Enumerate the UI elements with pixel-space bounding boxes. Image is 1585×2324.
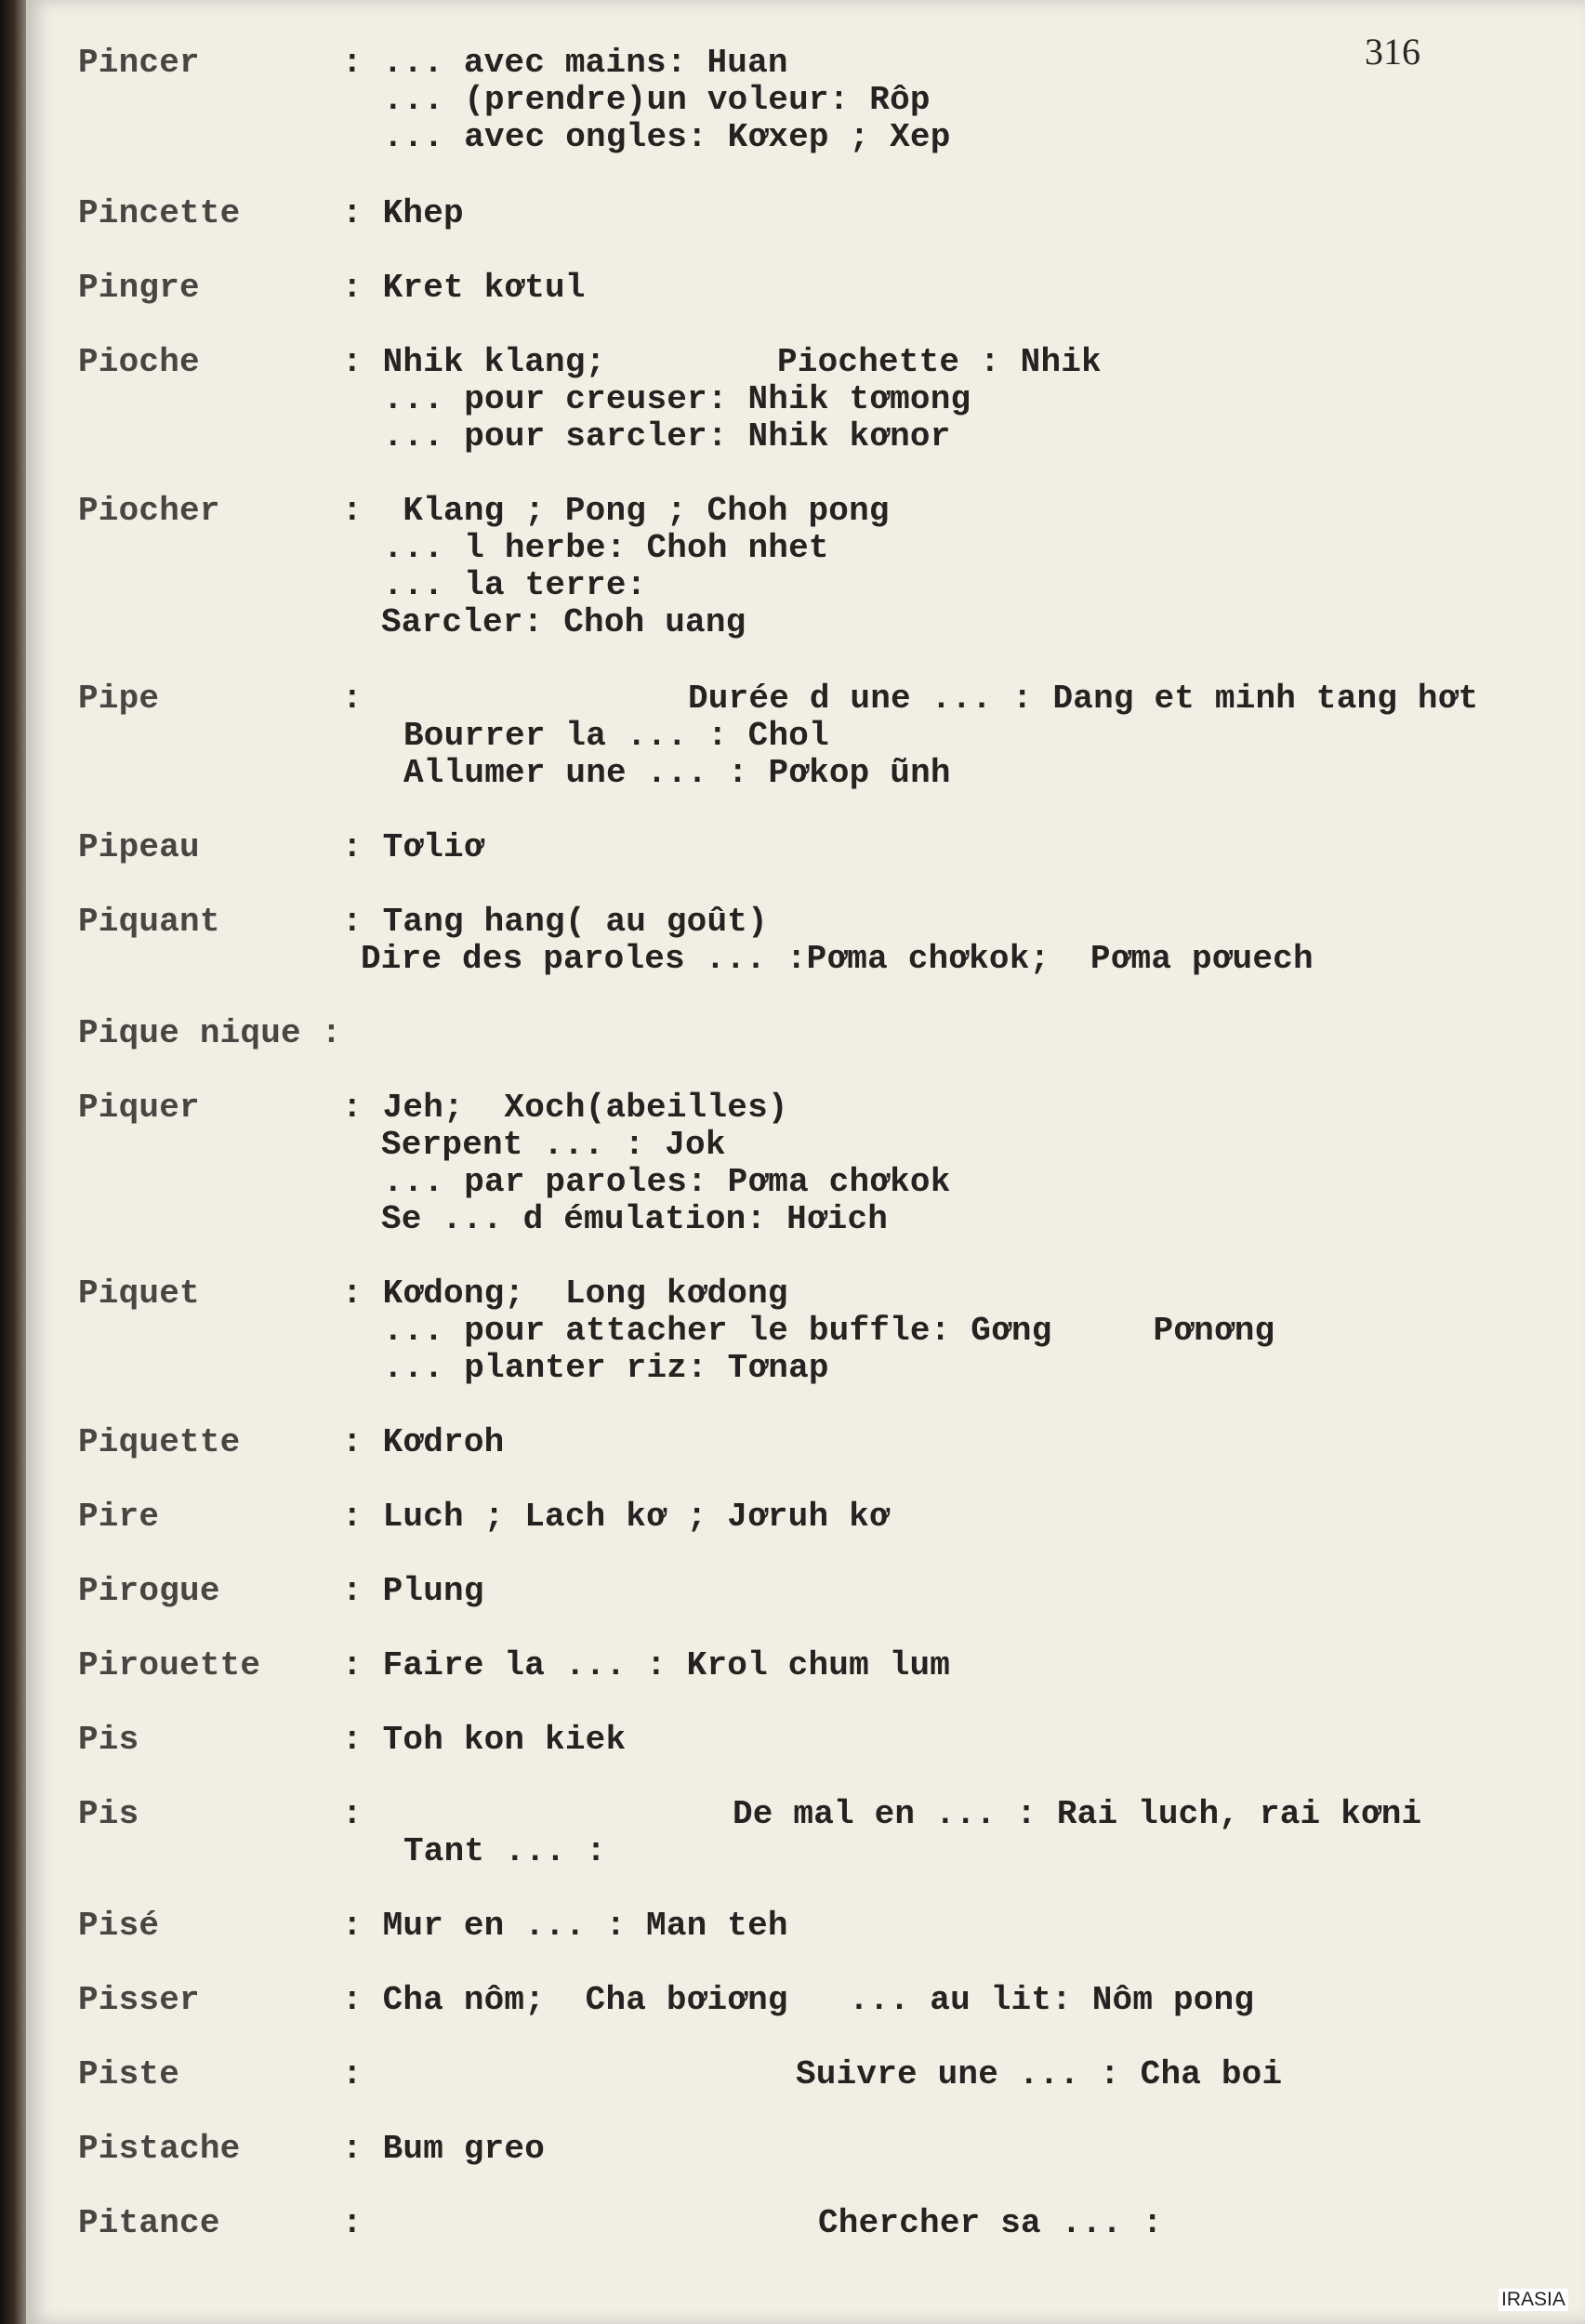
headword: Pingre: [78, 269, 200, 307]
entry-text: De mal en ... : Rai luch, rai kơni: [733, 1795, 1422, 1833]
headword: Pincette: [78, 194, 241, 232]
entry-text: Durée d une ... : Dang et minh tang hơt: [688, 680, 1479, 718]
entry-text: : Mur en ... : Man teh: [342, 1907, 788, 1945]
headword: Pitance: [78, 2204, 220, 2242]
entry-text: : Cha nôm; Cha bơiơng ... au lit: Nôm pong: [342, 1981, 1255, 2019]
entry-text: ... la terre:: [383, 566, 647, 604]
headword: Piquant: [78, 903, 220, 941]
entry-text: :: [342, 680, 363, 718]
headword: Pis: [78, 1795, 139, 1833]
page-number: 316: [1365, 31, 1420, 73]
entry-text: Chercher sa ... :: [818, 2204, 1163, 2242]
entry-text: :: [342, 2055, 363, 2093]
entry-text: Dire des paroles ... :Pơma chơkok; Pơma pơuech: [361, 940, 1314, 978]
entry-text: Se ... d émulation: Hơich: [381, 1200, 889, 1238]
entry-text: : Plung: [342, 1572, 484, 1610]
entry-text: : Nhik klang;: [342, 343, 606, 381]
headword: Pirogue: [78, 1572, 220, 1610]
entry-text: ... pour creuser: Nhik tơmong: [383, 380, 971, 418]
headword: Piquet: [78, 1274, 200, 1313]
entry-text: : Jeh; Xoch(abeilles): [342, 1089, 788, 1127]
headword: Pipe: [78, 680, 160, 718]
headword: Pioche: [78, 343, 200, 381]
headword: Piocher: [78, 492, 220, 530]
entry-text: : Bum greo: [342, 2130, 546, 2168]
headword: Pis: [78, 1721, 139, 1759]
headword: Pipeau: [78, 828, 200, 866]
entry-text: Tant ... :: [403, 1832, 607, 1870]
entry-text: : ... avec mains: Huan: [342, 44, 788, 82]
entry-text: : Faire la ... : Krol chum lum: [342, 1646, 951, 1684]
entry-text: ... (prendre)un voleur: Rôp: [383, 81, 931, 119]
entry-text: :: [342, 2204, 363, 2242]
entry-text: Bourrer la ... : Chol: [403, 717, 829, 755]
entry-text: : Luch ; Lach kơ ; Jơruh kơ: [342, 1498, 890, 1536]
headword: Piquer: [78, 1089, 200, 1127]
entry-text: : Kơdroh: [342, 1423, 505, 1461]
entry-text: Suivre une ... : Cha boi: [796, 2055, 1283, 2093]
headword: Piste: [78, 2055, 180, 2093]
entry-text: ... l herbe: Choh nhet: [383, 529, 829, 567]
entry-text: : Kret kơtul: [342, 269, 586, 307]
watermark-label: IRASIA: [1499, 2289, 1568, 2311]
entry-text: Piochette : Nhik: [777, 343, 1102, 381]
entry-text: ... avec ongles: Kơxep ; Xep: [383, 118, 951, 156]
headword: Pisé: [78, 1907, 160, 1945]
headword: Pique nique :: [78, 1014, 342, 1052]
headword: Pistache: [78, 2130, 241, 2168]
entry-text: : Tơliơ: [342, 828, 484, 866]
book-spine-shadow: [0, 0, 26, 2324]
entry-text: ... planter riz: Tơnap: [383, 1349, 829, 1387]
headword: Pincer: [78, 44, 200, 82]
entry-text: : Tang hang( au goût): [342, 903, 768, 941]
entry-text: ... par paroles: Pơma chơkok: [383, 1163, 951, 1201]
headword: Piquette: [78, 1423, 241, 1461]
headword: Pirouette: [78, 1646, 261, 1684]
entry-text: : Khep: [342, 194, 464, 232]
entry-text: : Kơdong; Long kơdong: [342, 1274, 788, 1313]
headword: Pisser: [78, 1981, 200, 2019]
entry-text: : Toh kon kiek: [342, 1721, 627, 1759]
entry-text: ... pour attacher le buffle: Gơng Pơnơng: [383, 1312, 1275, 1350]
headword: Pire: [78, 1498, 160, 1536]
entry-text: Serpent ... : Jok: [381, 1126, 726, 1164]
entry-text: Allumer une ... : Pơkop ũnh: [403, 754, 951, 792]
entry-text: ... pour sarcler: Nhik kơnor: [383, 417, 951, 456]
entry-text: Sarcler: Choh uang: [381, 603, 746, 641]
entry-text: :: [342, 1795, 363, 1833]
entry-text: : Klang ; Pong ; Choh pong: [342, 492, 890, 530]
